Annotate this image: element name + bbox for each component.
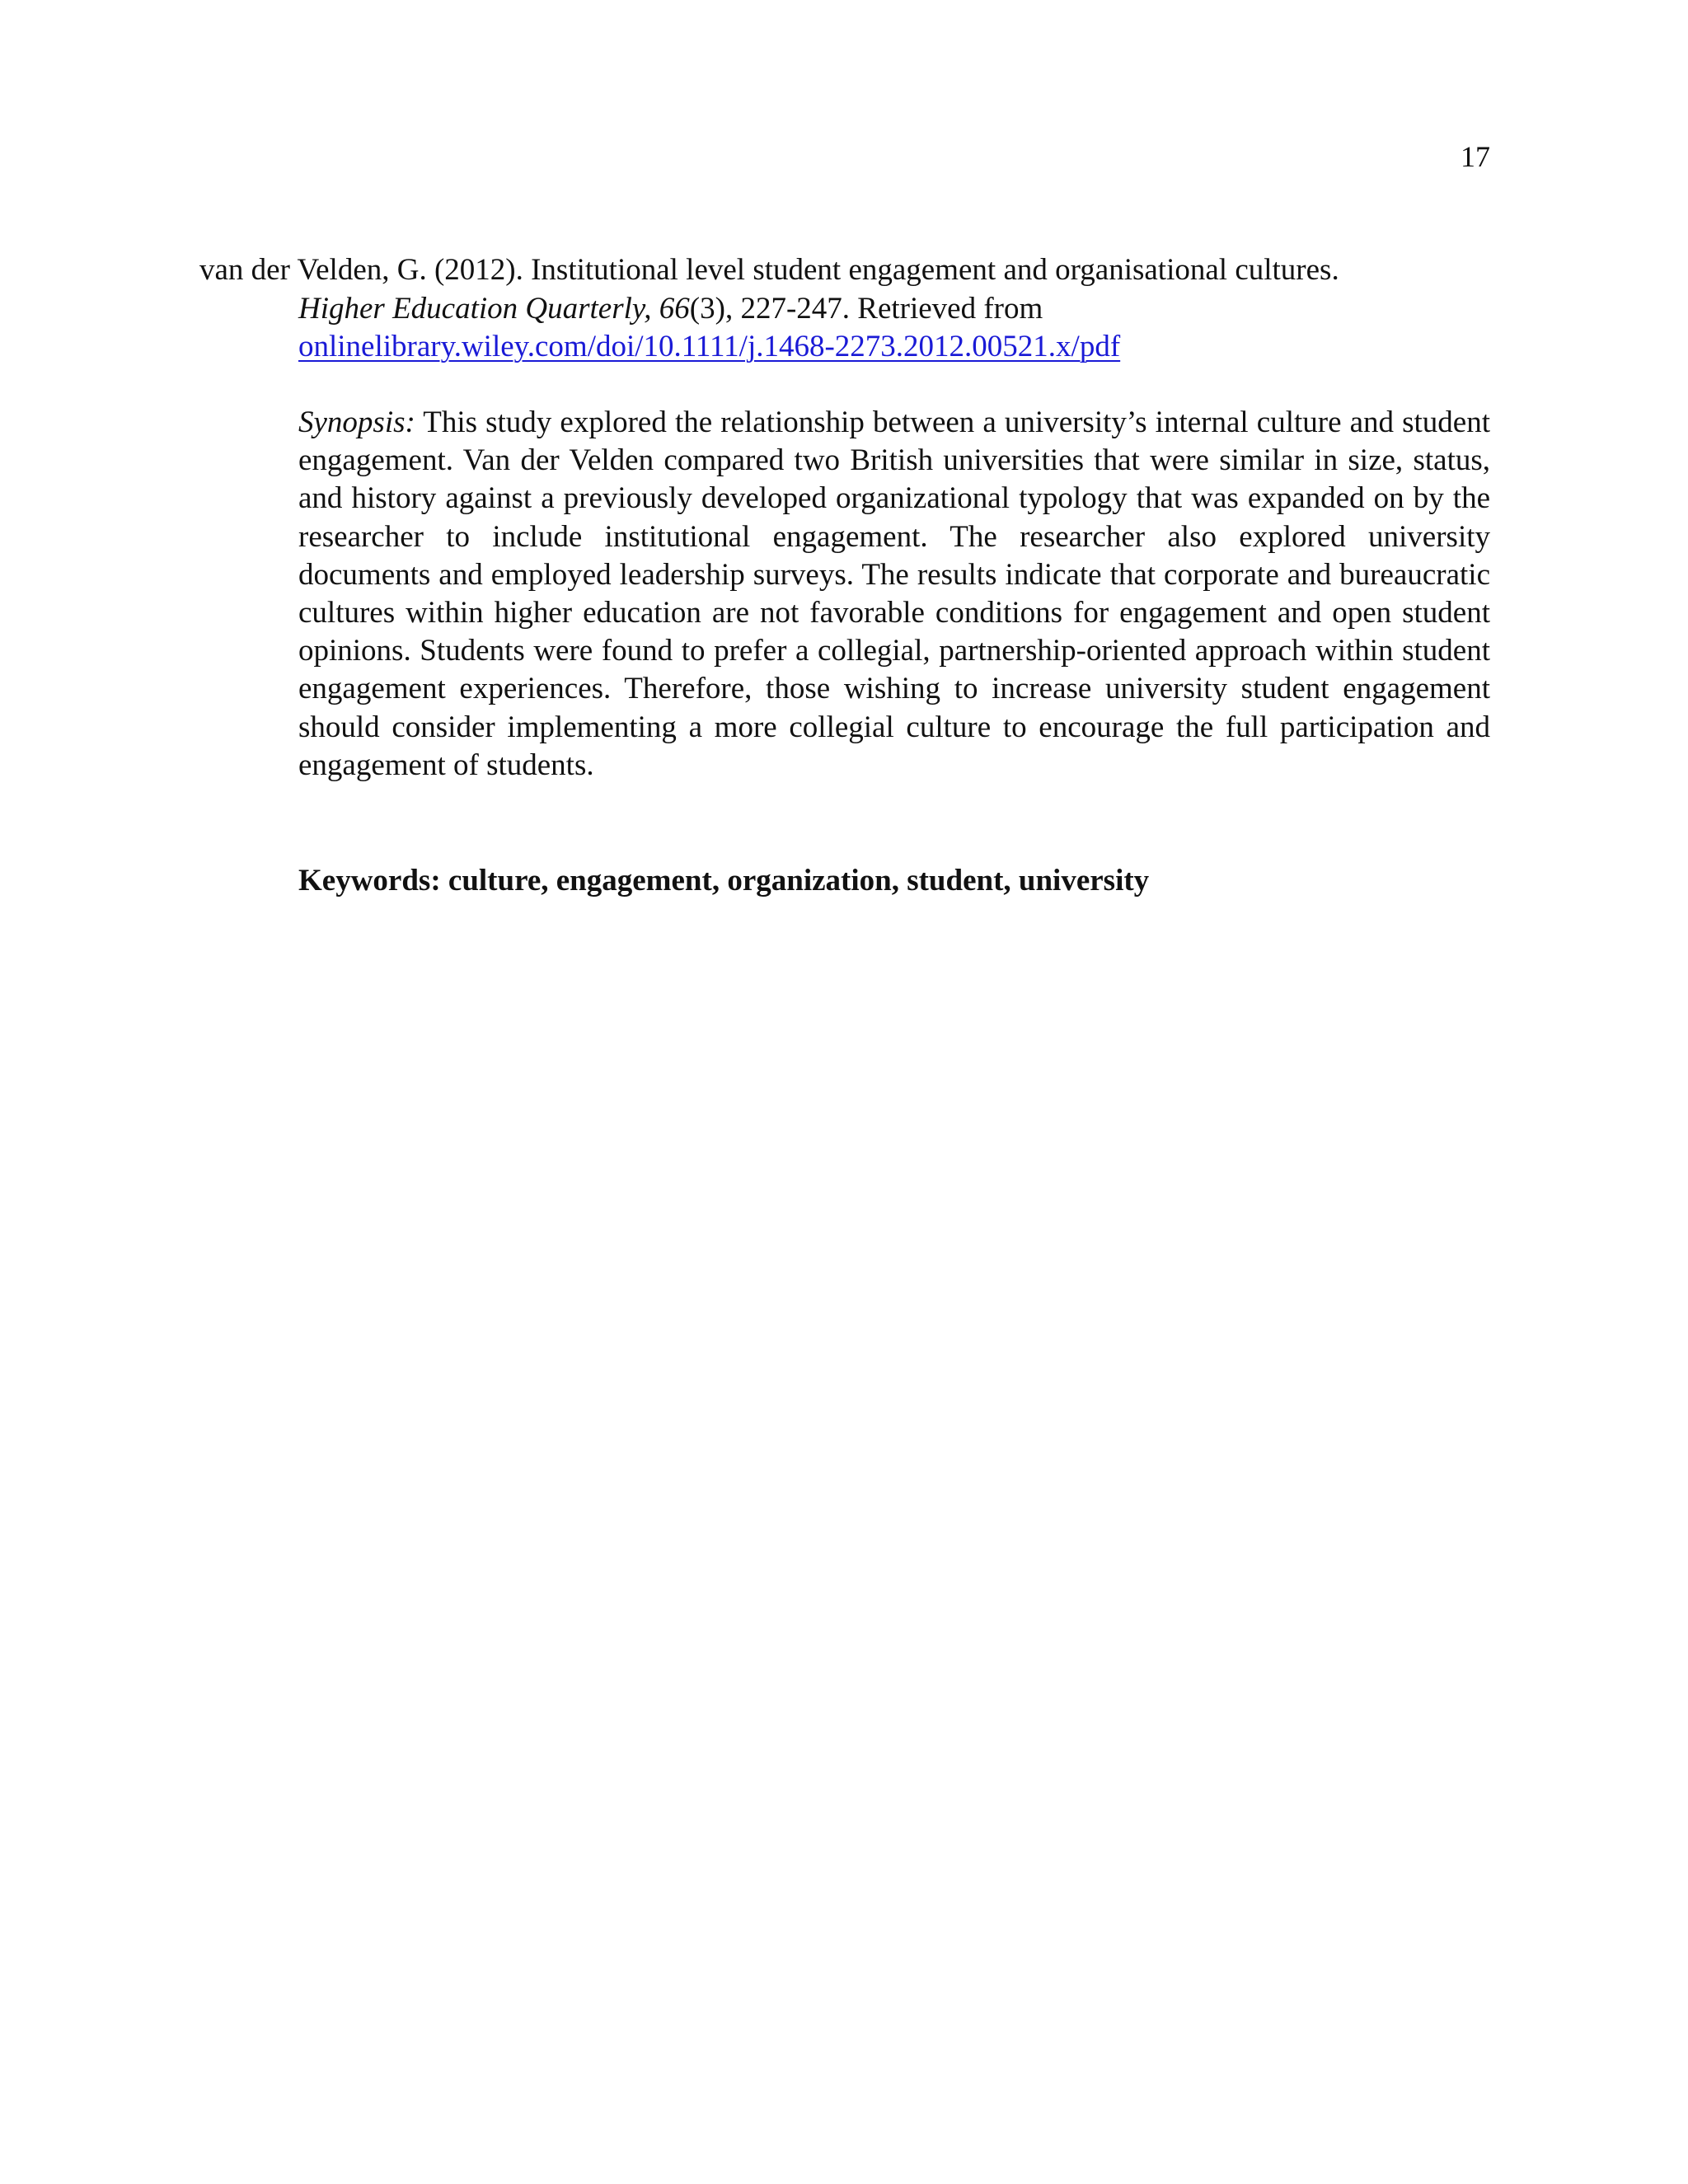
keywords-line: Keywords: culture, engagement, organization, student, university [298,864,1150,898]
synopsis-label: Synopsis: [298,405,415,439]
page-number: 17 [1461,140,1490,173]
citation-authors-title: van der Velden, G. (2012). Institutional level student engagement and organisational cultures. [199,253,1339,287]
journal-issue-pages: (3), 227-247. Retrieved from [689,291,1043,326]
reference-citation [199,251,1490,367]
citation-journal-line [298,290,1490,329]
journal-title: Higher Education Quarterly, [298,291,652,326]
synopsis-text: This study explored the relationship between a university’s internal culture and student engagement. Van der Velden compared two British universities that were similar in size, status, and history against a previously developed organizational typology that was expanded on by the researcher to include institutional engagement. The researcher also explored university documents and employed leadership surveys. The results indicate that corporate and bureaucratic cultures within higher education are not favorable conditions for engagement and open student opinions. Students were found to prefer a collegial, partnership-oriented approach within student engagement experiences. Therefore, those wishing to increase university student engagement should consider implementing a more collegial culture to encourage the full participation and engagement of students. [298,405,1490,782]
doi-link[interactable]: onlinelibrary.wiley.com/doi/10.1111/j.1468-2273.2012.00521.x/pdf [298,330,1121,363]
synopsis-paragraph [298,404,1490,785]
journal-volume: 66 [651,291,690,326]
